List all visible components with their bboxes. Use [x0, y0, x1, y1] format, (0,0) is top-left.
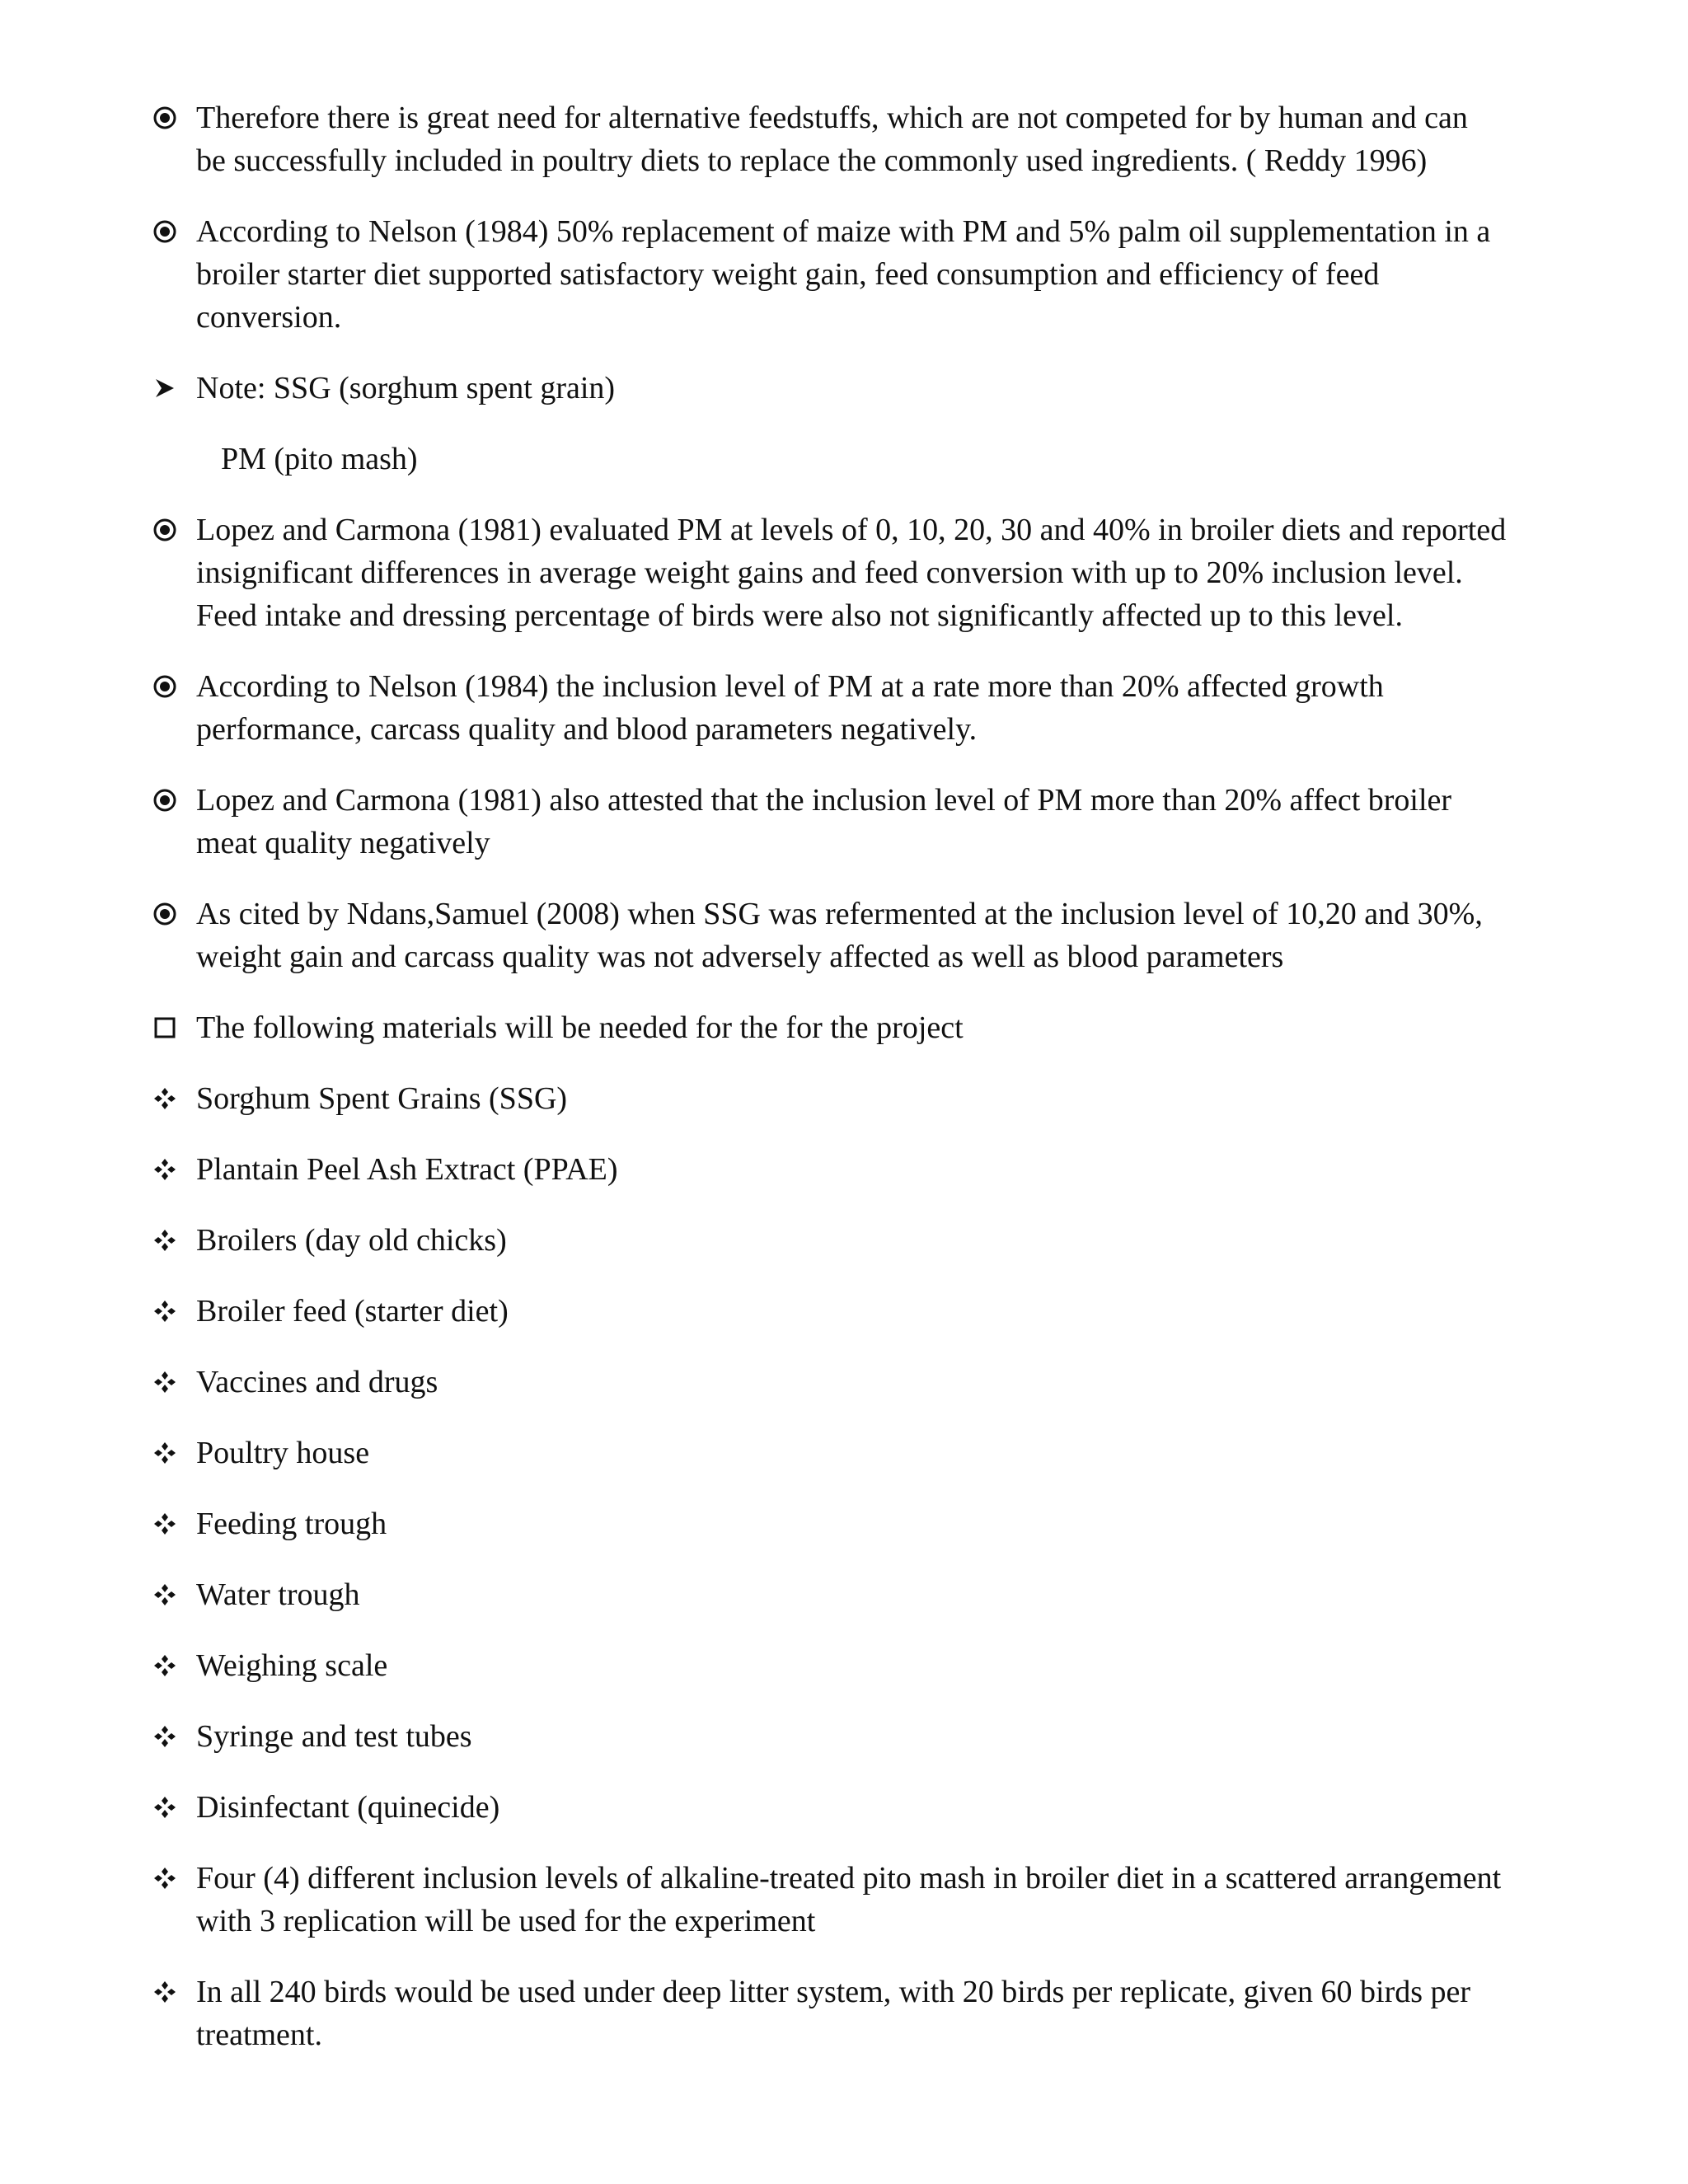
diamond-bullet-icon [148, 1644, 181, 1687]
paragraph-line: As cited by Ndans,Samuel (2008) when SSG was refermented at the inclusion level of 10,20 and 30%, [196, 897, 1483, 931]
paragraph-line: conversion. [196, 300, 342, 335]
diamond-bullet-icon [148, 1502, 181, 1545]
material-label: Vaccines and drugs [196, 1365, 438, 1399]
radio-bullet-icon [148, 665, 181, 708]
arrow-bullet-icon [148, 367, 181, 410]
material-label: Water trough [196, 1577, 360, 1612]
material-label: Disinfectant (quinecide) [196, 1790, 500, 1825]
note-line: PM (pito mash) [221, 442, 418, 476]
material-label: Poultry house [196, 1436, 370, 1470]
material-label: Feeding trough [196, 1507, 387, 1541]
material-label: Broilers (day old chicks) [196, 1223, 507, 1258]
checkbox-bullet-icon [148, 1006, 181, 1049]
diamond-bullet-icon [148, 1290, 181, 1333]
radio-bullet-icon [148, 509, 181, 551]
diamond-bullet-icon [148, 1077, 181, 1120]
material-label: Weighing scale [196, 1648, 388, 1683]
diamond-bullet-icon [148, 1219, 181, 1262]
diamond-bullet-icon [148, 1432, 181, 1474]
paragraph-line: meat quality negatively [196, 826, 490, 860]
diamond-bullet-icon [148, 1715, 181, 1758]
paragraph-line: with 3 replication will be used for the experiment [196, 1904, 816, 1938]
diamond-bullet-icon [148, 1361, 181, 1404]
diamond-bullet-icon [148, 1148, 181, 1191]
paragraph-line: Therefore there is great need for alternative feedstuffs, which are not competed for by human and can [196, 101, 1468, 135]
radio-bullet-icon [148, 893, 181, 935]
paragraph-line: be successfully included in poultry diets to replace the commonly used ingredients. ( Reddy 1996) [196, 143, 1428, 178]
paragraph-line: In all 240 birds would be used under deep litter system, with 20 birds per replicate, given 60 birds per [196, 1975, 1471, 2009]
paragraph-line: broiler starter diet supported satisfactory weight gain, feed consumption and efficiency of feed [196, 257, 1380, 292]
diamond-bullet-icon [148, 1971, 181, 2013]
paragraph-line: Lopez and Carmona (1981) also attested that the inclusion level of PM more than 20% affect broiler [196, 783, 1452, 818]
material-label: Plantain Peel Ash Extract (PPAE) [196, 1152, 618, 1187]
material-label: Syringe and test tubes [196, 1719, 472, 1754]
paragraph-line: insignificant differences in average weight gains and feed conversion with up to 20% inclusion level. [196, 555, 1463, 590]
paragraph-line: According to Nelson (1984) the inclusion level of PM at a rate more than 20% affected growth [196, 669, 1384, 704]
diamond-bullet-icon [148, 1857, 181, 1900]
paragraph-line: performance, carcass quality and blood parameters negatively. [196, 712, 978, 747]
paragraph-line: Lopez and Carmona (1981) evaluated PM at levels of 0, 10, 20, 30 and 40% in broiler diets and reported [196, 513, 1507, 547]
note-line: Note: SSG (sorghum spent grain) [196, 371, 616, 405]
diamond-bullet-icon [148, 1573, 181, 1616]
paragraph-line: weight gain and carcass quality was not adversely affected as well as blood parameters [196, 940, 1284, 974]
paragraph-line: According to Nelson (1984) 50% replacement of maize with PM and 5% palm oil supplementation in a [196, 214, 1491, 249]
radio-bullet-icon [148, 210, 181, 253]
material-label: Broiler feed (starter diet) [196, 1294, 509, 1329]
paragraph-line: treatment. [196, 2018, 322, 2052]
paragraph-line: The following materials will be needed for the for the project [196, 1010, 964, 1045]
radio-bullet-icon [148, 96, 181, 139]
radio-bullet-icon [148, 779, 181, 822]
paragraph-line: Feed intake and dressing percentage of birds were also not significantly affected up to this level. [196, 598, 1403, 633]
diamond-bullet-icon [148, 1786, 181, 1829]
paragraph-line: Four (4) different inclusion levels of alkaline-treated pito mash in broiler diet in a scattered arrangement [196, 1861, 1502, 1896]
material-label: Sorghum Spent Grains (SSG) [196, 1081, 568, 1116]
